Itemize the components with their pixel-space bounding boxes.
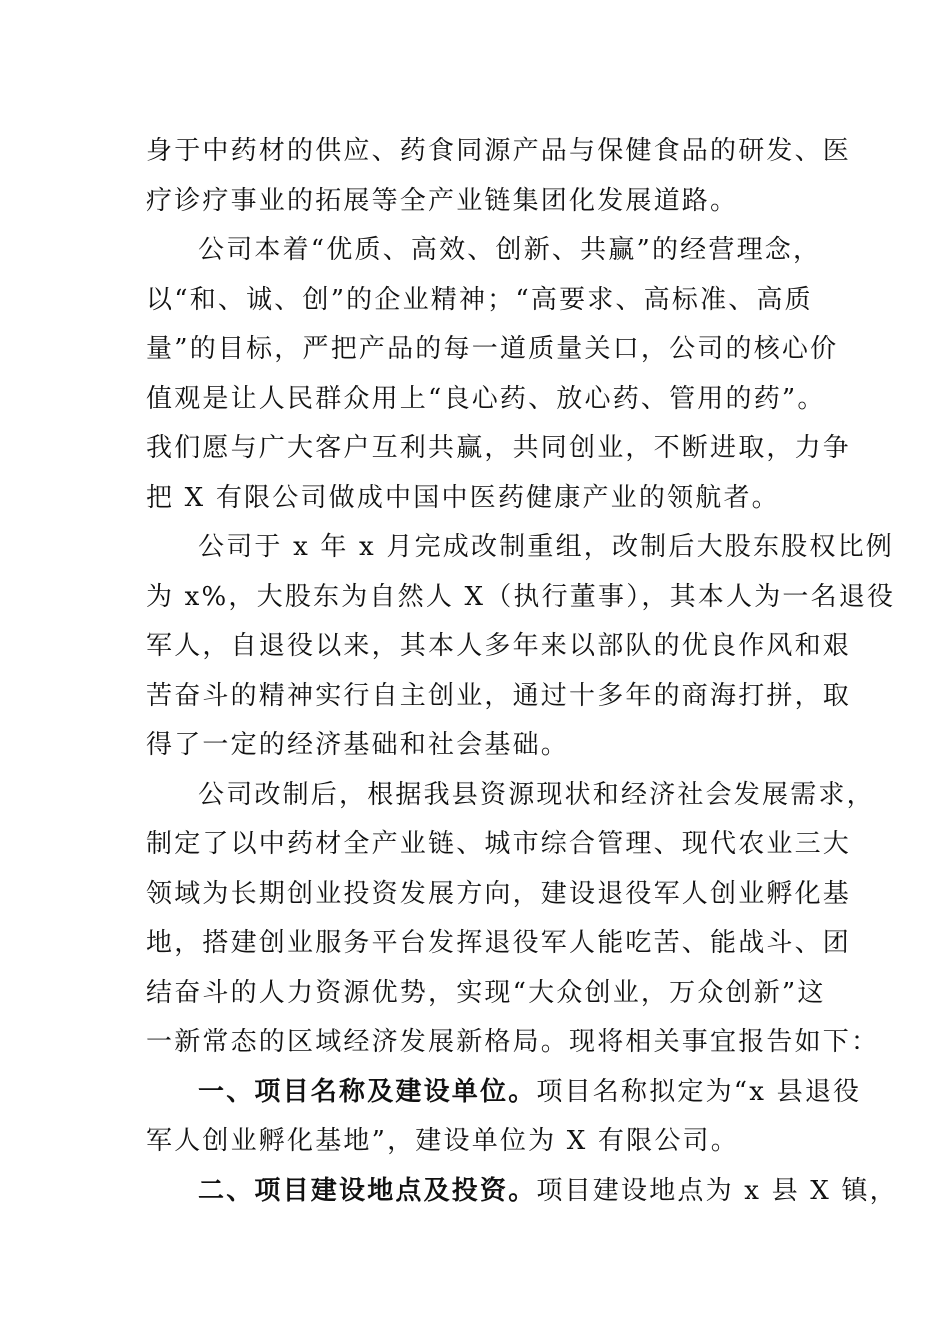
document-body (146, 127, 898, 1216)
text-line: 把 X 有限公司做成中国中医药健康产业的领航者。 (146, 482, 780, 513)
text-line: 军人，自退役以来，其本人多年来以部队的优良作风和艰 (146, 631, 852, 661)
paragraph-start-line: 公司于 x 年 x 月完成改制重组，改制后大股东股权比例 (198, 532, 894, 562)
section-2-heading: 二、项目建设地点及投资。 (198, 1175, 537, 1206)
text-line: 一新常态的区域经济发展新格局。现将相关事宜报告如下： (146, 1027, 880, 1057)
text-line: 身于中药材的供应、药食同源产品与保健食品的研发、医 (146, 136, 852, 166)
text-line: 制定了以中药材全产业链、城市综合管理、现代农业三大 (146, 829, 852, 859)
text-line: 军人创业孵化基地”，建设单位为 X 有限公司。 (146, 1126, 739, 1156)
section-1-heading: 一、项目名称及建设单位。 (198, 1076, 537, 1107)
paragraph-start-line: 公司改制后，根据我县资源现状和经济社会发展需求， (198, 779, 875, 810)
text-line: 领域为长期创业投资发展方向，建设退役军人创业孵化基 (146, 878, 852, 909)
section-2-line (146, 1167, 898, 1217)
text-line: 量”的目标，严把产品的每一道质量关口，公司的核心价 (146, 334, 839, 364)
text-line: 以“和、诚、创”的企业精神；“高要求、高标准、高质 (146, 284, 813, 315)
text-line: 苦奋斗的精神实行自主创业，通过十多年的商海打拼，取 (146, 680, 852, 711)
text-line: 疗诊疗事业的拓展等全产业链集团化发展道路。 (146, 185, 739, 216)
text-line: 结奋斗的人力资源优势，实现“大众创业，万众创新”这 (146, 977, 826, 1008)
section-2-text: 项目建设地点为 x 县 X 镇， (536, 1175, 898, 1206)
section-1-line (146, 1068, 862, 1118)
text-line: 得了一定的经济基础和社会基础。 (146, 730, 570, 760)
section-1-text: 项目名称拟定为“x 县退役 (536, 1076, 862, 1107)
paragraph-start-line: 公司本着“优质、高效、创新、共赢”的经营理念， (198, 235, 822, 265)
text-line: 为 x%，大股东为自然人 X（执行董事），其本人为一名退役 (146, 581, 896, 612)
text-line: 值观是让人民群众用上“良心药、放心药、管用的药”。 (146, 383, 826, 414)
text-line: 地，搭建创业服务平台发挥退役军人能吃苦、能战斗、团 (146, 928, 852, 958)
text-line: 我们愿与广大客户互利共赢，共同创业，不断进取，力争 (146, 433, 852, 463)
